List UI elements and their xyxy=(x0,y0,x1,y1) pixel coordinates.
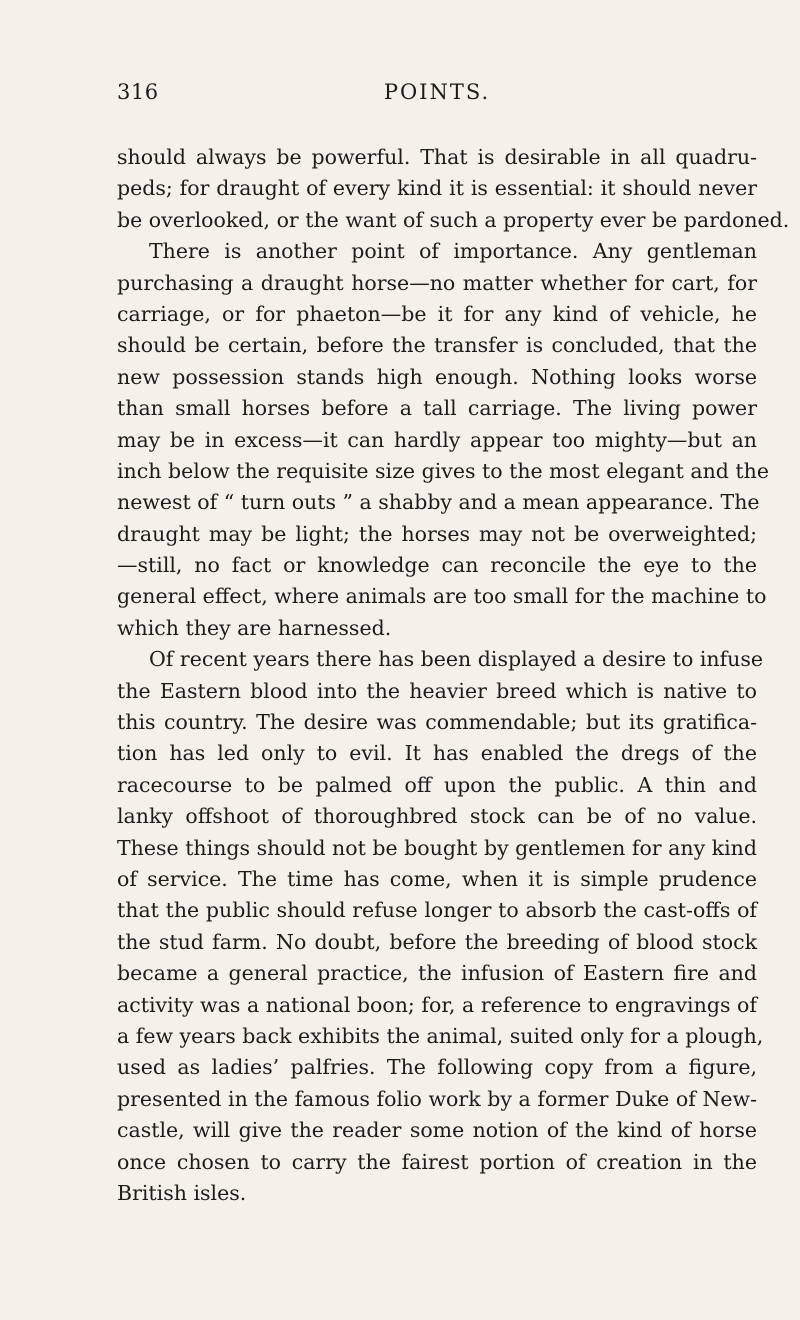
text-line: inch below the requisite size gives to the most elegant and the xyxy=(117,458,769,483)
text-line: that the public should refuse longer to absorb the cast-offs of xyxy=(117,898,757,923)
text-line: draught may be light; the horses may not be overweighted; xyxy=(117,521,757,546)
text-line: tion has led only to evil. It has enabled the dregs of the xyxy=(117,741,757,766)
text-line: lanky offshoot of thoroughbred stock can be of no value. xyxy=(117,804,757,829)
text-line: than small horses before a tall carriage. The living power xyxy=(117,396,757,421)
text-line: a few years back exhibits the animal, suited only for a plough, xyxy=(117,1023,764,1048)
text-line: purchasing a draught horse—no matter whether for cart, for xyxy=(117,270,757,295)
body-text xyxy=(117,142,790,1209)
running-title: POINTS. xyxy=(383,80,491,104)
text-line: newest of “ turn outs ” a shabby and a mean appearance. The xyxy=(117,490,760,515)
text-line: this country. The desire was commendable; but its gratifica- xyxy=(117,710,757,735)
text-line: castle, will give the reader some notion of the kind of horse xyxy=(117,1118,757,1143)
text-line: general effect, where animals are too small for the machine to xyxy=(117,584,767,609)
text-line: peds; for draught of every kind it is essential: it should never xyxy=(117,176,757,201)
text-line: carriage, or for phaeton—be it for any kind of vehicle, he xyxy=(117,301,757,326)
text-line: should always be powerful. That is desirable in all quadru- xyxy=(117,145,757,169)
text-line: activity was a national boon; for, a reference to engravings of xyxy=(117,992,757,1017)
text-line: presented in the famous folio work by a former Duke of New- xyxy=(117,1086,757,1111)
text-line: —still, no fact or knowledge can reconcile the eye to the xyxy=(117,553,757,578)
text-line: used as ladies’ palfries. The following copy from a figure, xyxy=(117,1055,757,1080)
text-line: may be in excess—it can hardly appear too mighty—but an xyxy=(117,427,757,452)
running-head xyxy=(117,80,757,110)
text-line: of service. The time has come, when it is simple prudence xyxy=(117,866,757,891)
page-number: 316 xyxy=(117,80,159,104)
text-line: There is another point of importance. Any gentleman xyxy=(149,239,757,264)
text-line: Of recent years there has been displayed a desire to infuse xyxy=(149,647,764,672)
text-line: racecourse to be palmed off upon the public. A thin and xyxy=(117,772,757,797)
text-line: became a general practice, the infusion of Eastern fire and xyxy=(117,961,757,986)
text-line: the Eastern blood into the heavier breed which is native to xyxy=(117,678,757,703)
text-line: new possession stands high enough. Nothing looks worse xyxy=(117,364,757,389)
text-line: should be certain, before the transfer is concluded, that the xyxy=(117,333,757,358)
text-line: be overlooked, or the want of such a property ever be pardoned. xyxy=(117,207,790,232)
text-line: which they are harnessed. xyxy=(117,615,392,640)
text-line: the stud farm. No doubt, before the breeding of blood stock xyxy=(117,929,757,954)
text-line: once chosen to carry the fairest portion of creation in the xyxy=(117,1149,757,1174)
text-line: These things should not be bought by gentlemen for any kind xyxy=(117,835,757,860)
text-line: British isles. xyxy=(117,1180,247,1205)
